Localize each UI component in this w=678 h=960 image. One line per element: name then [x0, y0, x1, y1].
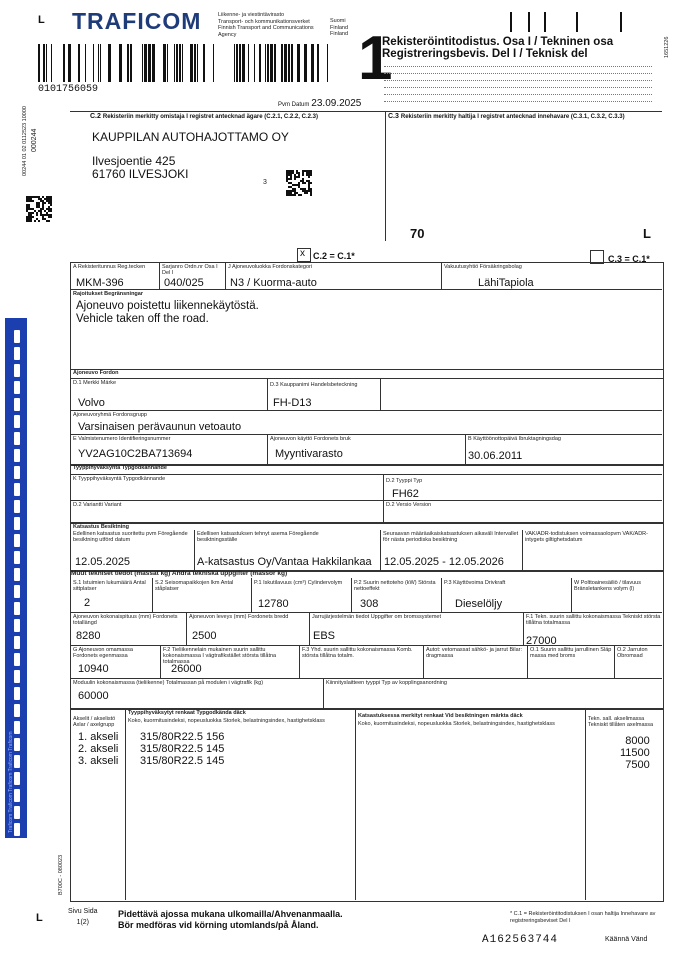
strip-mark [14, 449, 20, 462]
title-legend-block [384, 62, 652, 106]
strip-mark [14, 704, 20, 717]
strip-mark [14, 619, 20, 632]
top-index-bars [510, 12, 630, 32]
strip-mark [14, 551, 20, 564]
axles-label: Akselit / akselistö Axlar / axelgrupp [73, 716, 116, 728]
vehicle-section-label: Ajoneuvo Fordon [73, 370, 119, 376]
axle-list [78, 731, 118, 767]
axle-mass-2: 11500 [620, 747, 650, 759]
qr-code-left [26, 196, 52, 222]
g-label: G Ajoneuvon omamassa Fordonets egenmassa [73, 647, 133, 659]
technical-label: Muut tekniset tiedot (massat kg) Andra tekniska uppgifter (massor kg) [71, 570, 288, 577]
insurer-label: Vakuutusyhtiö Försäkringsbolag [444, 264, 522, 270]
date-label: Pvm Datum [278, 102, 310, 108]
inspected-tyres-label: Katsastuksessa merkityt renkaat Vid besiktningen märkta däck [358, 713, 523, 719]
tyre-list [140, 731, 224, 767]
strip-mark [14, 466, 20, 479]
footnote: * C.1 = Rekisteröintitodistuksen I osan haltija Innehavare av registreringsbeviset Del I [510, 911, 656, 924]
a-label: A Rekisteritunnus Reg.tecken [73, 264, 146, 270]
strip-mark [14, 789, 20, 802]
vak-label: VAK/ADR-todistuksen voimassaolopvm VAK/ADR-intygets giltighetsdatum [525, 531, 648, 543]
strip-mark [14, 687, 20, 700]
strip-mark [14, 670, 20, 683]
use-label: Ajoneuvon käyttö Fordonets bruk [270, 436, 351, 442]
f1-label: F.1 Tekn. suurin sallittu kokonaismassa Tekniskt största tillåtna totalmassa [526, 614, 661, 626]
inspected-tyres-sub: Koko, kuormitusindeksi, nopeusluokka Storlek, belastningsindex, hastighetsklass [358, 721, 555, 727]
tyre-1: 315/80R22.5 156 [140, 731, 225, 743]
d1-label: D.1 Merkki Märke [73, 380, 117, 386]
corner-mark-bottom-left: L [36, 912, 43, 924]
coupling2-label: Kiinnityslaitteen tyyppi Typ av kopplingsanordning [326, 680, 447, 686]
width-label: Ajoneuvon leveys (mm) Fordonets bredd [189, 614, 289, 620]
last-inspection-date: 12.05.2025 [75, 556, 131, 568]
strip-mark [14, 653, 20, 666]
engine-displacement: 12780 [258, 598, 289, 610]
c3-equals-c1: C.3 = C.1* [608, 254, 650, 264]
approved-tyres-label: Tyyppihyväksytyt renkaat Typgodkända däck [128, 710, 246, 716]
group-label: Ajoneuvoryhmä Fordonsgrupp [73, 412, 147, 418]
axle-mass-label: Tekn. sall. akselimassa Tekniskt tillåten axelmassa [588, 716, 654, 728]
axle-2: 2. akseli [78, 743, 119, 755]
type-approval-box [70, 464, 664, 524]
qr-code-owner [286, 170, 312, 196]
c2-header: C.2 Rekisteriin merkitty omistaja I registret antecknad ägare (C.2.1, C.2.2, C.2.3) [90, 113, 318, 120]
first-registration-date: 30.06.2011 [468, 450, 523, 462]
issue-date [278, 100, 361, 109]
o2-label: O.2 Jarruton Obromsad [617, 647, 648, 659]
axle-mass-list [620, 735, 650, 771]
footer-side-code: B700C - 080023 [58, 854, 64, 895]
s2-label: S.2 Seisomapaikkojen lkm Antal ståplatser [155, 580, 234, 592]
strip-mark [14, 738, 20, 751]
length-label: Ajoneuvon kokonaispituus (mm) Fordonets totallängd [73, 614, 178, 626]
brake-label: Jarrujärjestelmän tiedot Uppgifter om bromssystemet [312, 614, 441, 620]
approved-tyres-sub: Koko, kuormitusindeksi, nopeusluokka Storlek, belastningsindex, hastighetsklass [128, 718, 325, 724]
series-label: Sarjanro Ordn.nr Osa I Del I [162, 264, 218, 276]
strip-mark [14, 347, 20, 360]
vehicle-width: 2500 [192, 630, 217, 642]
strip-mark [14, 602, 20, 615]
owner-address-city: 61760 ILVESJOKI [92, 167, 189, 181]
org-name-block: Liikenne- ja viestintävirasto Transport- och kommunikationsverket Finnish Transport and Communications Agency [218, 12, 314, 38]
carry-notice: Pidettävä ajossa mukana ulkomailla/Ahvenanmaalla. Bör medföras vid körning utomlands/på Åland. [118, 909, 343, 930]
vehicle-group: Varsinaisen perävaunun vetoauto [78, 421, 242, 433]
fuel-type: Dieselöljy [455, 598, 503, 610]
strip-mark [14, 568, 20, 581]
strip-mark [14, 534, 20, 547]
vehicle-length: 8280 [76, 630, 101, 642]
page-indicator: Sivu Sida 1(2) [68, 908, 98, 926]
document-title-fi: Rekisteröintitodistus. Osa I / Tekninen osa [382, 36, 614, 48]
turn-over: Käännä Vänd [605, 936, 648, 943]
side-code-long: 00244 01 02 0112523 10000 [22, 106, 28, 176]
strip-mark [14, 483, 20, 496]
module-mass: 60000 [78, 690, 109, 702]
f2-label: F.2 Tieliikennelain mukainen suurin sallittu kokonaismassa I vägtrafikstället största tillåtna totalmassa [163, 647, 277, 665]
tyre-3: 315/80R22.5 145 [140, 755, 225, 767]
strip-mark [14, 772, 20, 785]
registration-number: MKM-396 [76, 277, 124, 289]
series-value: 040/025 [164, 277, 204, 289]
d3-label: D.3 Kauppanimi Handelsbeteckning [270, 382, 358, 388]
p1-label: P.1 Iskutilavuus (cm³) Cylindervolym [254, 580, 343, 586]
next-inspection-window: 12.05.2025 - 12.05.2026 [384, 556, 504, 568]
next-inspection-label: Seuraavan määräaikaiskatsastuksen aikaväli Intervallet för nästa periodiska besiktning [383, 531, 519, 543]
seats: 2 [84, 597, 91, 609]
vehicle-make: Volvo [78, 397, 105, 409]
c3-header: C.3 Rekisteriin merkitty haltija I registret antecknad innehavare (C.3.1, C.3.2, C.3.3) [388, 113, 625, 120]
b-label: B Käyttöönottopäivä Ibruktagningsdag [468, 436, 561, 442]
strip-mark [14, 823, 20, 836]
inspection-label: Katsastus Besiktning [73, 524, 129, 530]
strip-mark [14, 806, 20, 819]
small-code: 3 [263, 179, 267, 186]
barcode [38, 44, 330, 82]
technical-max-mass: 27000 [526, 635, 557, 647]
vehicle-category: N3 / Kuorma-auto [230, 277, 317, 289]
f3-label: F.3 Yhd. suurin sallittu kokonaismassa Komb. största tillåtna totalm. [302, 647, 413, 659]
vehicle-trade-name: FH-D13 [273, 397, 312, 409]
axle-1: 1. akseli [78, 731, 119, 743]
owner-name: KAUPPILAN AUTOHAJOTTAMO OY [92, 130, 289, 144]
module-label: Moduulin kokonaismassa (tieliikenne) Totalmassan på modulen i vägtrafik (kg) [73, 680, 264, 686]
strip-mark [14, 432, 20, 445]
side-code-short: 000244 [31, 128, 38, 152]
limitations-line-2: Vehicle taken off the road. [76, 313, 209, 325]
p2-label: P.2 Suurin nettoteho (kW) Största nettoeffekt [354, 580, 436, 592]
last-inspection-label: Edellinen katsastus suoritettu pvm Föregående besiktning utförd datum [73, 531, 188, 543]
vehicle-type: FH62 [392, 488, 419, 500]
strip-mark [14, 721, 20, 734]
barcode-number: 0101756059 [38, 84, 99, 95]
d2-type-label: D.2 Tyyppi Typ [386, 478, 423, 484]
legal-max-mass: 26000 [171, 663, 202, 675]
strip-mark [14, 415, 20, 428]
tyre-2: 315/80R22.5 145 [140, 743, 225, 755]
number-70: 70 [410, 226, 425, 241]
corner-mark-top-left: L [38, 14, 45, 26]
vin: YV2AG10C2BA713694 [78, 448, 193, 460]
brake-system: EBS [313, 630, 336, 642]
inspection-station: A-katsastus Oy/Vantaa Hakkilankaa [197, 556, 372, 568]
document-title-sv: Registreringsbevis. Del I / Teknisk del [382, 48, 588, 60]
max-power: 308 [360, 598, 379, 610]
d2-variant-label: D.2 Variantti Variant [73, 502, 122, 508]
org-country-block: Suomi Finland Finland [330, 18, 349, 37]
strip-mark [14, 585, 20, 598]
letter-l: L [643, 226, 651, 241]
s1-label: S.1 Istuimien lukumäärä Antal sittplatser [73, 580, 146, 592]
type-approval-label: Tyyppihyväksyntä Typgodkännande [73, 465, 167, 471]
performer-label: Edellisen katsastuksen tehnyt asema Föregående besiktningsställe [197, 531, 319, 543]
p3-label: P.3 Käyttövoima Drivkraft [444, 580, 506, 586]
coupling-label: Autot: vetomassat sähkö- ja jarrut Bilar: dragmassa [426, 647, 522, 659]
limitations-line-1: Ajoneuvo poistettu liikennekäytöstä. [76, 300, 259, 312]
date-value: 23.09.2025 [311, 98, 362, 109]
security-strip: Traficom Traficom Traficom Traficom Traficom [5, 318, 27, 838]
insurer-value: LähiTapiola [478, 277, 534, 289]
limitations-label: Rajoitukset Begränsningar [73, 291, 143, 297]
curb-mass: 10940 [78, 663, 109, 675]
w-label: W Polttoainesäiliö / tilavuus Bränsletankens volym (l) [574, 580, 641, 592]
strip-mark [14, 364, 20, 377]
right-code: 1651226 [664, 36, 670, 58]
strip-mark [14, 517, 20, 530]
j-label: J Ajoneuvoluokka Fordonskategori [228, 264, 313, 270]
vehicle-use: Myyntivarasto [275, 448, 343, 460]
d2-version-label: D.2 Versio Version [386, 502, 432, 508]
e-label: E Valmistenumero Identifieringsnummer [73, 436, 171, 442]
strip-mark [14, 398, 20, 411]
traficom-logo: TRAFICOM [72, 8, 202, 34]
o1-label: O.1 Suurin sallittu jarrullinen Släp massa med broms [530, 647, 612, 659]
strip-mark [14, 500, 20, 513]
serial-number: A162563744 [482, 934, 559, 946]
axle-3: 3. akseli [78, 755, 119, 767]
axle-mass-3: 7500 [625, 759, 650, 771]
c2-checkbox: x [297, 248, 311, 262]
form-part-number: 1 [358, 24, 393, 93]
axle-mass-1: 8000 [625, 735, 650, 747]
c2-equals-c1: C.2 = C.1* [313, 251, 355, 261]
strip-mark [14, 755, 20, 768]
k-label: K Tyyppihyväksyntä Typgodkännande [73, 476, 166, 482]
owner-address-street: Ilvesjoentie 425 [92, 154, 176, 168]
strip-mark [14, 636, 20, 649]
strip-mark [14, 381, 20, 394]
strip-mark [14, 330, 20, 343]
